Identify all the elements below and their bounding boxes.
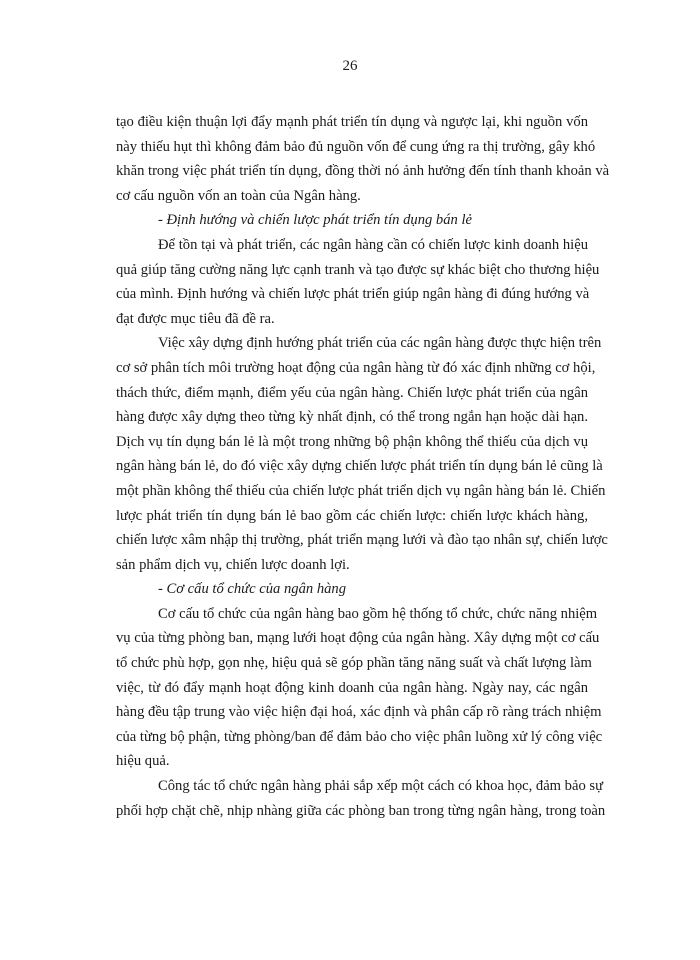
text-line: tổ chức phù hợp, gọn nhẹ, hiệu quả sẽ góp phần tăng năng suất và chất lượng làm <box>116 655 592 672</box>
text-line: Dịch vụ tín dụng bán lẻ là một trong những bộ phận không thể thiếu của dịch vụ <box>116 433 588 450</box>
text-line: Công tác tổ chức ngân hàng phải sắp xếp một cách có khoa học, đảm bảo sự <box>158 778 603 795</box>
text-line: thách thức, điểm mạnh, điểm yếu của ngân hàng. Chiến lược phát triển của ngân <box>116 384 588 401</box>
text-line: hàng đều tập trung vào việc hiện đại hoá, xác định và phân cấp rõ ràng trách nhiệm <box>116 704 602 721</box>
section-heading: - Định hướng và chiến lược phát triển tín dụng bán lẻ <box>158 212 473 229</box>
body-text <box>116 110 610 823</box>
text-line: Việc xây dựng định hướng phát triển của các ngân hàng được thực hiện trên <box>158 335 602 352</box>
text-line: Cơ cấu tổ chức của ngân hàng bao gồm hệ thống tổ chức, chức năng nhiệm <box>158 605 598 622</box>
text-line: hàng được xây dựng theo từng kỳ nhất định, có thể trong ngắn hạn hoặc dài hạn. <box>116 409 588 426</box>
text-line: cơ sở phân tích môi trường hoạt động của ngân hàng từ đó xác định những cơ hội, <box>116 359 596 376</box>
text-line: đạt được mục tiêu đã đề ra. <box>116 310 275 327</box>
text-line: của từng bộ phận, từng phòng/ban để đảm bảo cho việc phân luồng xử lý công việc <box>116 728 603 745</box>
text-line: sản phẩm dịch vụ, chiến lược doanh lợi. <box>116 556 350 573</box>
text-line: việc, từ đó đẩy mạnh hoạt động kinh doanh của ngân hàng. Ngày nay, các ngân <box>116 679 588 696</box>
section-heading: - Cơ cấu tổ chức của ngân hàng <box>158 581 347 598</box>
text-line: lược phát triển tín dụng bán lẻ bao gồm các chiến lược: chiến lược khách hàng, <box>116 507 588 524</box>
text-line: ngân hàng bán lẻ, do đó việc xây dựng chiến lược phát triển tín dụng bán lẻ cũng là <box>116 458 603 475</box>
text-line: hiệu quả. <box>116 753 170 770</box>
page-number: 26 <box>342 58 358 74</box>
text-line: cơ cấu nguồn vốn an toàn của Ngân hàng. <box>116 187 361 204</box>
text-line: tạo điều kiện thuận lợi đẩy mạnh phát triển tín dụng và ngược lại, khi nguồn vốn <box>116 114 588 130</box>
text-line: vụ của từng phòng ban, mạng lưới hoạt động của ngân hàng. Xây dựng một cơ cấu <box>116 630 600 647</box>
text-line: của mình. Định hướng và chiến lược phát triển giúp ngân hàng đi đúng hướng và <box>116 286 590 303</box>
text-line: một phần không thể thiếu của chiến lược phát triển dịch vụ ngân hàng bán lẻ. Chiến <box>116 482 606 499</box>
text-line: quả giúp tăng cường năng lực cạnh tranh và tạo được sự khác biệt cho thương hiệu <box>116 261 600 278</box>
text-line: này thiếu hụt thì không đảm bảo đủ nguồn vốn để cung ứng ra thị trường, gây khó <box>116 138 596 155</box>
text-line: Để tồn tại và phát triển, các ngân hàng cần có chiến lược kinh doanh hiệu <box>158 236 588 253</box>
text-line: phối hợp chặt chẽ, nhịp nhàng giữa các phòng ban trong từng ngân hàng, trong toàn <box>116 802 606 819</box>
text-line: khăn trong việc phát triển tín dụng, đồng thời nó ảnh hưởng đến tính thanh khoản và <box>116 163 610 180</box>
text-line: chiến lược xâm nhập thị trường, phát triển mạng lưới và đào tạo nhân sự, chiến lược <box>116 532 608 549</box>
